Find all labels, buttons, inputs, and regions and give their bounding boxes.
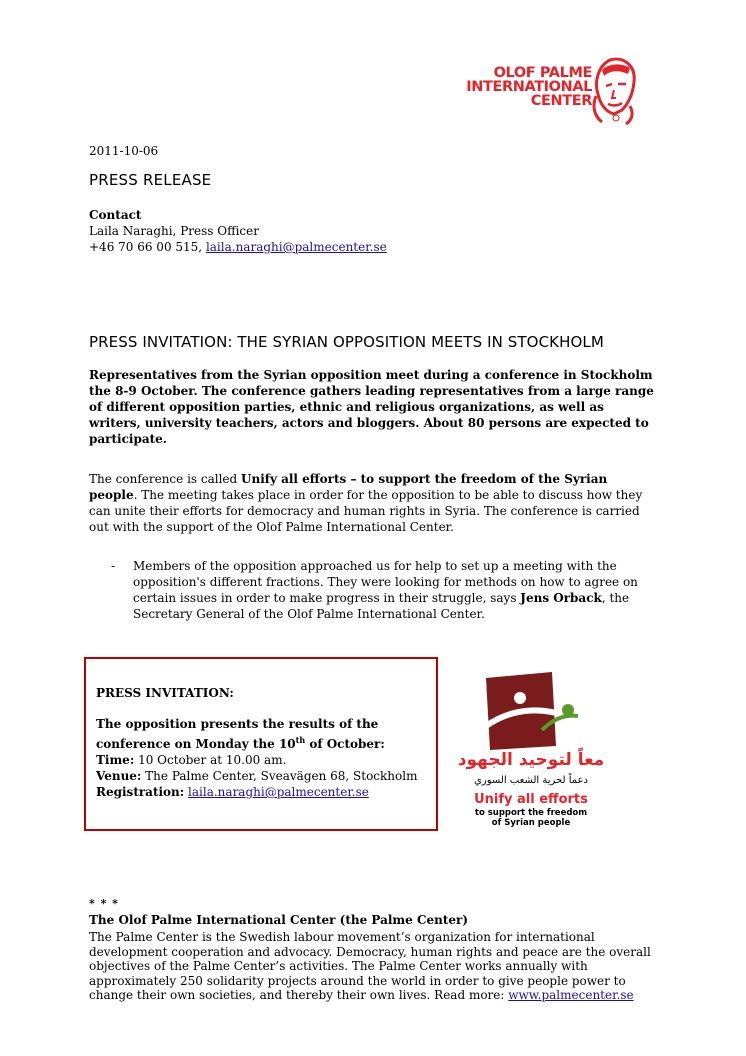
- quote-text: , the Secretary General of the Olof Palme International Center.: [133, 591, 630, 621]
- venue-value: The Palme Center, Sveavägen 68, Stockholm: [141, 769, 418, 783]
- invitation-time: [96, 752, 436, 768]
- quote-block: [111, 558, 663, 622]
- venue-label: Venue:: [96, 769, 142, 783]
- invitation-registration: [96, 784, 436, 800]
- unify-all-efforts-logo: [456, 668, 606, 834]
- unify-emblem-icon: [482, 670, 582, 750]
- contact-heading: Contact: [89, 208, 142, 222]
- unify-subtitle-line: of Syrian people: [491, 818, 571, 828]
- press-release-label: PRESS RELEASE: [89, 171, 212, 189]
- quote-dash: -: [111, 559, 116, 573]
- body-paragraph: [89, 471, 659, 535]
- invitation-intro-sup: th: [295, 735, 306, 745]
- logo-line-3: CENTER: [530, 93, 592, 109]
- about-body: [89, 930, 669, 1003]
- about-text: The Palme Center is the Swedish labour movement’s organization for international development cooperation and advocacy. Democracy, human rights and peace are the overall objectives of the Palme Center’s activities. The Palme Center works annually with approximately 250 solidarity projects around the world in order to give people power to change their own societies, and thereby their own lives. Read more:: [89, 930, 651, 1002]
- contact-phone: +46 70 66 00 515,: [89, 240, 203, 254]
- logo-line-2: INTERNATIONAL: [466, 79, 592, 95]
- contact-block: [89, 207, 387, 255]
- invitation-intro: [96, 716, 436, 752]
- arabic-title: معاً لتوحيد الجهود: [457, 750, 605, 770]
- para-text: The conference is called: [89, 472, 242, 486]
- lead-paragraph: Representatives from the Syrian opposition meet during a conference in Stockholm the 8-9 October. The conference gathers leading representatives from a large range of different opposition parties, ethnic and religious organizations, as well as writers, university teachers, actors and bloggers. About 80 persons are expected to participate.: [89, 368, 654, 446]
- contact-line: [89, 239, 387, 255]
- quote-text: Members of the opposition approached us for help to set up a meeting with the opposition's different fractions. They were looking for methods on how to agree on certain issues in order to make progress in their struggle, says: [133, 559, 638, 605]
- time-label: Time:: [96, 753, 135, 767]
- arabic-subtitle: دعماً لحرية الشعب السوري: [474, 775, 588, 786]
- logo-line-1: OLOF PALME: [493, 65, 592, 81]
- para-text: . The meeting takes place in order for the opposition to be able to discuss how they can unite their efforts for democracy and human rights in Syria. The conference is carried out with the support of the Olof Palme International Center.: [89, 488, 643, 534]
- quote-speaker: Jens Orback: [520, 591, 602, 605]
- unify-english-title: Unify all efforts: [474, 792, 588, 807]
- invitation-intro-text: of October:: [305, 737, 385, 751]
- invitation-details: [96, 716, 436, 800]
- about-title: The Olof Palme International Center (the Palme Center): [89, 913, 469, 927]
- contact-name: Laila Naraghi, Press Officer: [89, 224, 259, 238]
- invitation-intro-text: The opposition presents the results of the conference on Monday the 10: [96, 717, 379, 751]
- time-value: 10 October at 10.00 am.: [134, 753, 287, 767]
- invitation-title: PRESS INVITATION:: [96, 686, 234, 700]
- olof-palme-logo: [462, 56, 638, 128]
- separator-stars: * * *: [89, 897, 119, 910]
- unify-english-subtitle: [456, 808, 606, 828]
- contact-email-link[interactable]: laila.naraghi@palmecenter.se: [205, 240, 387, 254]
- registration-label: Registration:: [96, 785, 185, 799]
- date: 2011-10-06: [89, 144, 159, 158]
- invitation-venue: [96, 768, 436, 784]
- headline: PRESS INVITATION: THE SYRIAN OPPOSITION MEETS IN STOCKHOLM: [89, 333, 604, 351]
- unify-subtitle-line: to support the freedom: [474, 808, 588, 818]
- conference-name: Unify all efforts – to support the freedom of the Syrian people: [89, 472, 608, 502]
- palmecenter-link[interactable]: www.palmecenter.se: [508, 988, 634, 1002]
- registration-email-link[interactable]: laila.naraghi@palmecenter.se: [188, 785, 369, 799]
- portrait-icon: [590, 56, 638, 126]
